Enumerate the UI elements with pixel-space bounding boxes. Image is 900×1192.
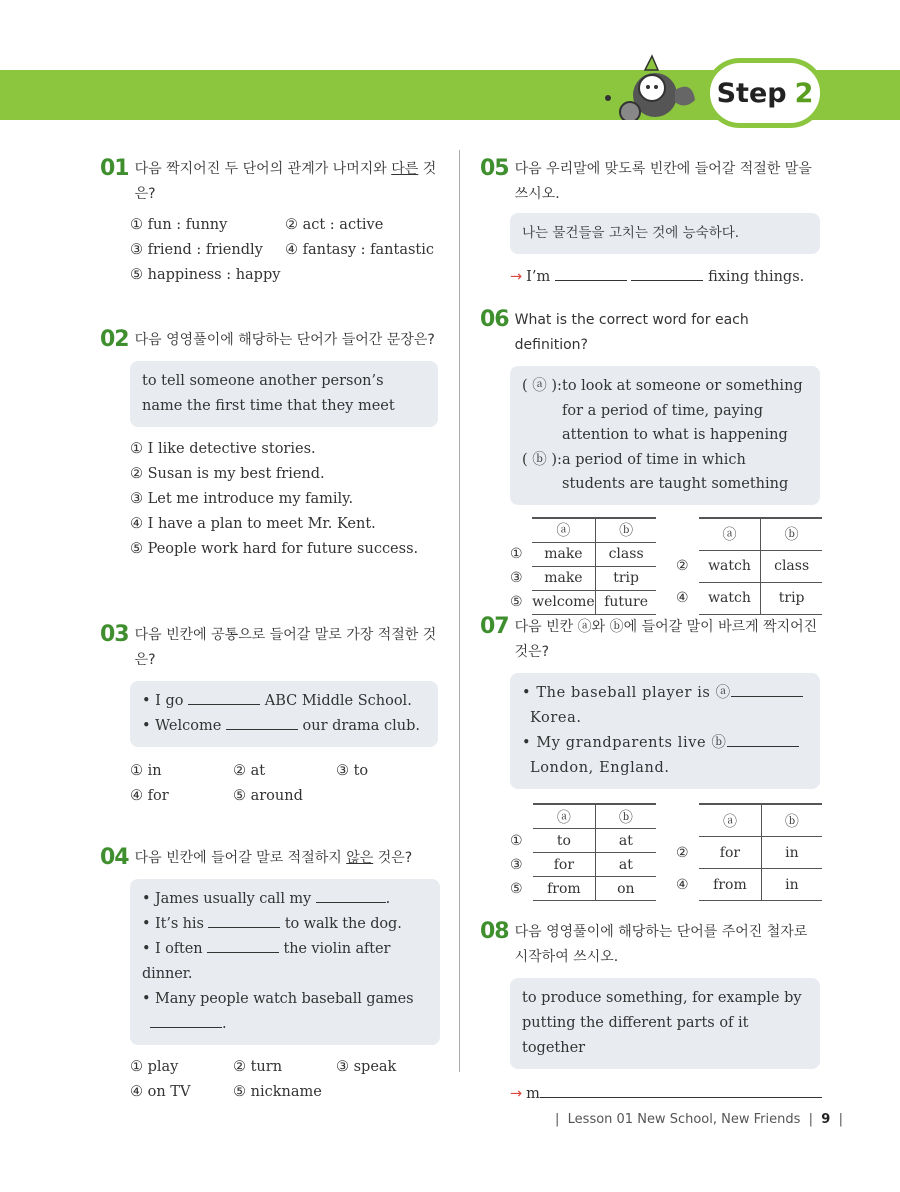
question-02 bbox=[100, 328, 445, 562]
choice-row[interactable]: ④ watch trip bbox=[676, 582, 822, 614]
question-04 bbox=[100, 846, 445, 1105]
question-03 bbox=[100, 623, 445, 809]
option-4[interactable]: ④ on TV bbox=[130, 1084, 191, 1100]
blank bbox=[226, 715, 298, 730]
option-5[interactable]: ⑤ People work hard for future success. bbox=[130, 541, 419, 557]
definition-box: to produce something, for example by putting the different parts of it together bbox=[510, 978, 820, 1069]
choice-row[interactable]: ⑤ from on bbox=[510, 877, 656, 901]
blank-a bbox=[731, 682, 803, 697]
choice-row[interactable]: ④ from in bbox=[676, 869, 822, 901]
question-text: 다음 빈칸 ⓐ와 ⓑ에 들어갈 말이 바르게 짝지어진 것은? bbox=[514, 619, 818, 660]
question-text: 다음 빈칸에 들어갈 말로 적절하지 않은 것은? bbox=[134, 850, 413, 866]
option-2[interactable]: ② at bbox=[233, 763, 266, 779]
step-word: Step bbox=[716, 77, 787, 109]
option-4[interactable]: ④ for bbox=[130, 788, 169, 804]
choice-row[interactable]: ② for in bbox=[676, 837, 822, 869]
option-1[interactable]: ① play bbox=[130, 1059, 179, 1075]
question-text: What is the correct word for each definition? bbox=[514, 312, 749, 353]
sentence-box: • I go ABC Middle School. • Welcome our drama club. bbox=[130, 681, 438, 747]
question-number: 07 bbox=[480, 614, 509, 639]
option-1[interactable]: ① in bbox=[130, 763, 162, 779]
options bbox=[130, 213, 445, 288]
question-number: 04 bbox=[100, 845, 129, 870]
question-text: 다음 영영풀이에 해당하는 단어를 주어진 철자로 시작하여 쓰시오. bbox=[514, 924, 808, 965]
option-5[interactable]: ⑤ nickname bbox=[233, 1084, 322, 1100]
lesson-title: Lesson 01 New School, New Friends bbox=[567, 1112, 801, 1127]
step-number: 2 bbox=[794, 77, 814, 109]
choice-table-left: ⓐ ⓑ ① to at ③ for at ⑤ from on bbox=[510, 803, 656, 901]
choice-row[interactable]: ③ make trip bbox=[510, 566, 656, 590]
choice-table-right: ⓐ ⓑ ② watch class ④ watch trip bbox=[676, 517, 822, 615]
mascot-illustration bbox=[600, 40, 700, 120]
option-1[interactable]: ① fun : funny bbox=[130, 217, 228, 233]
choice-tables bbox=[510, 803, 822, 901]
sentence-box: • James usually call my . • It’s his to walk the dog. • I often the violin after dinner. • Many people watch baseball games . bbox=[130, 879, 440, 1045]
options bbox=[130, 1055, 445, 1105]
option-5[interactable]: ⑤ happiness : happy bbox=[130, 267, 281, 283]
question-06 bbox=[480, 308, 822, 615]
blank bbox=[316, 888, 386, 903]
choice-table-right: ⓐ ⓑ ② for in ④ from in bbox=[676, 803, 822, 901]
choice-row[interactable]: ③ for at bbox=[510, 853, 656, 877]
definition-box: to tell someone another person’s name the first time that they meet bbox=[130, 361, 438, 427]
answer-line: → m bbox=[510, 1083, 822, 1102]
choice-row[interactable]: ② watch class bbox=[676, 550, 822, 582]
blank bbox=[188, 690, 260, 705]
page-footer: | Lesson 01 New School, New Friends | 9 | bbox=[555, 1112, 843, 1127]
option-1[interactable]: ① I like detective stories. bbox=[130, 441, 316, 457]
step-badge bbox=[705, 58, 825, 128]
question-text: 다음 빈칸에 공통으로 들어갈 말로 가장 적절한 것은? bbox=[134, 627, 437, 668]
choice-table-left: ⓐ ⓑ ① make class ③ make trip ⑤ welcome future bbox=[510, 517, 656, 615]
option-3[interactable]: ③ speak bbox=[336, 1059, 397, 1075]
question-05 bbox=[480, 157, 822, 285]
definition-box: ( ⓐ ): to look at someone or something for a period of time, paying attention to what is happening ( ⓑ ): a period of time in which students are taught something bbox=[510, 366, 820, 505]
question-number: 08 bbox=[480, 919, 509, 944]
question-text: 다음 우리말에 맞도록 빈칸에 들어갈 적절한 말을 쓰시오. bbox=[514, 161, 812, 202]
column-divider bbox=[459, 150, 460, 1072]
option-2[interactable]: ② Susan is my best friend. bbox=[130, 466, 325, 482]
question-08 bbox=[480, 920, 822, 1102]
option-4[interactable]: ④ I have a plan to meet Mr. Kent. bbox=[130, 516, 376, 532]
choice-tables bbox=[510, 517, 822, 615]
sentence-box: • The baseball player is ⓐ Korea. • My grandparents live ⓑ London, England. bbox=[510, 673, 820, 789]
answer-blank-2[interactable] bbox=[631, 266, 703, 281]
blank bbox=[150, 1013, 222, 1028]
option-5[interactable]: ⑤ around bbox=[233, 788, 303, 804]
choice-row[interactable]: ① to at bbox=[510, 829, 656, 853]
question-text: 다음 짝지어진 두 단어의 관계가 나머지와 다른 것은? bbox=[134, 161, 437, 202]
question-number: 03 bbox=[100, 622, 129, 647]
question-number: 01 bbox=[100, 156, 129, 181]
choice-row[interactable]: ① make class bbox=[510, 542, 656, 566]
option-2[interactable]: ② act : active bbox=[285, 217, 384, 233]
question-01 bbox=[100, 157, 445, 288]
answer-blank-1[interactable] bbox=[555, 266, 627, 281]
answer-blank[interactable] bbox=[540, 1083, 822, 1098]
arrow-icon: → bbox=[510, 1086, 523, 1102]
question-07 bbox=[480, 615, 822, 901]
choice-row[interactable]: ⑤ welcome future bbox=[510, 590, 656, 614]
question-number: 02 bbox=[100, 327, 129, 352]
option-4[interactable]: ④ fantasy : fantastic bbox=[285, 242, 435, 258]
question-text: 다음 영영풀이에 해당하는 단어가 들어간 문장은? bbox=[134, 332, 435, 348]
answer-line: → I’m fixing things. bbox=[510, 266, 822, 285]
blank bbox=[208, 913, 280, 928]
question-number: 05 bbox=[480, 156, 509, 181]
korean-sentence-box: 나는 물건들을 고치는 것에 능숙하다. bbox=[510, 213, 820, 254]
option-3[interactable]: ③ friend : friendly bbox=[130, 242, 263, 258]
options bbox=[130, 437, 445, 562]
blank bbox=[207, 938, 279, 953]
option-3[interactable]: ③ Let me introduce my family. bbox=[130, 491, 354, 507]
page-number: 9 bbox=[821, 1112, 831, 1127]
option-2[interactable]: ② turn bbox=[233, 1059, 283, 1075]
blank-b bbox=[727, 732, 799, 747]
options bbox=[130, 759, 445, 809]
option-3[interactable]: ③ to bbox=[336, 763, 369, 779]
question-number: 06 bbox=[480, 307, 509, 332]
arrow-icon: → bbox=[510, 269, 523, 285]
